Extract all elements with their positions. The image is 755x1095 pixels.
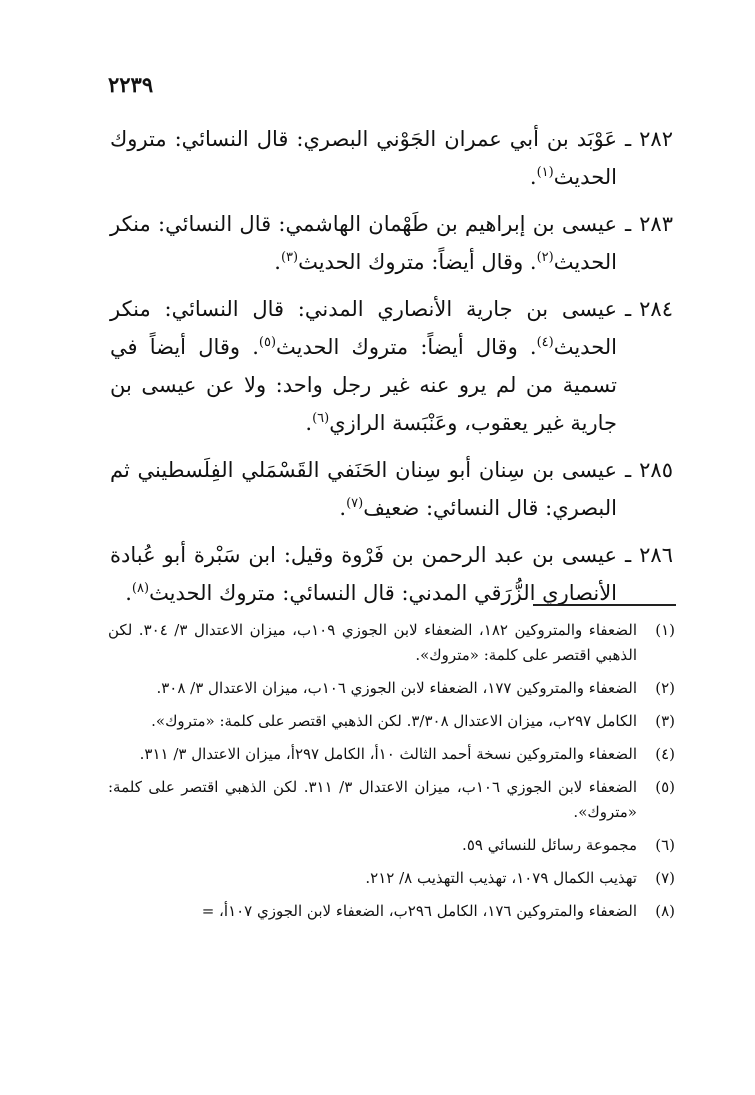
entry-dash: ـ — [625, 127, 632, 151]
entry — [110, 451, 673, 527]
page-number: ٢٢٣٩ — [108, 72, 154, 97]
footnote — [108, 618, 675, 668]
footnote — [108, 866, 675, 891]
entry-dash: ـ — [625, 297, 632, 321]
footnote-number: (٥) — [655, 778, 675, 796]
entry-dash: ـ — [625, 458, 632, 482]
footnote — [108, 742, 675, 767]
entry-text: عيسى بن إبراهيم بن طَهْمان الهاشمي: قال النسائي: منكر الحديث$^{(٢)}$. وقال أيضاً: متروك الحديث$^{(٣)}$. — [110, 212, 617, 274]
entry-text: عيسى بن جارية الأنصاري المدني: قال النسائي: منكر الحديث$^{(٤)}$. وقال أيضاً: متروك الحديث$^{(٥)}$. وقال أيضاً في تسمية من لم يرو عنه غير رجل واحد: ولا عن عيسى بن جارية غير يعقوب، وعَنْبَسة الرازي$^{(٦)}$. — [110, 297, 617, 435]
entry-number: ٢٨٤ — [639, 297, 673, 321]
footnote-number: (٤) — [655, 745, 675, 763]
footnote — [108, 833, 675, 858]
footnote-ref: (١) — [536, 165, 554, 180]
footnote-text: الضعفاء والمتروكين ١٧٦، الكامل ٢٩٦ب، الضعفاء لابن الجوزي ١٠٧أ، = — [201, 902, 637, 920]
footnote-divider — [533, 604, 676, 606]
footnotes-list — [108, 618, 675, 932]
entry — [110, 205, 673, 281]
footnote-text: الضعفاء والمتروكين ١٨٢، الضعفاء لابن الجوزي ١٠٩ب، ميزان الاعتدال ٣/ ٣٠٤. لكن الذهبي اقتصر على كلمة: «متروك». — [108, 621, 637, 664]
footnote-number: (٣) — [655, 712, 675, 730]
entry — [110, 290, 673, 442]
footnote-ref: (٧) — [346, 496, 364, 511]
entry-number: ٢٨٣ — [639, 212, 673, 236]
footnote-text: تهذيب الكمال ١٠٧٩، تهذيب التهذيب ٨/ ٢١٢. — [365, 869, 637, 887]
footnote-ref: (٥) — [258, 335, 277, 350]
entry-number: ٢٨٢ — [639, 127, 673, 151]
footnote-text: الضعفاء والمتروكين نسخة أحمد الثالث ١٠أ، الكامل ٢٩٧أ، ميزان الاعتدال ٣/ ٣١١. — [139, 745, 637, 763]
footnote-text: مجموعة رسائل للنسائي ٥٩. — [462, 836, 637, 854]
entry-text: عيسى بن عبد الرحمن بن فَرْوة وقيل: ابن سَبْرة أبو عُبادة الأنصاري الزُّرَقي المدني: قال النسائي: متروك الحديث$^{(٨)}$. — [110, 543, 617, 605]
footnote-ref: (٦) — [312, 411, 330, 426]
footnote-number: (٦) — [655, 836, 675, 854]
footnote — [108, 899, 675, 924]
footnote-ref: (٢) — [536, 250, 554, 265]
footnote — [108, 775, 675, 825]
footnote-text: الضعفاء لابن الجوزي ١٠٦ب، ميزان الاعتدال ٣/ ٣١١. لكن الذهبي اقتصر على كلمة: «متروك». — [108, 778, 637, 821]
entry-text: عَوْبَد بن أبي عمران الجَوْني البصري: قال النسائي: متروك الحديث$^{(١)}$. — [110, 127, 617, 189]
entry — [110, 120, 673, 196]
footnote-number: (١) — [655, 621, 675, 639]
footnote-number: (٢) — [655, 679, 675, 697]
entry — [110, 536, 673, 612]
entry-dash: ـ — [625, 212, 632, 236]
footnote-ref: (٤) — [536, 335, 554, 350]
entry-dash: ـ — [625, 543, 632, 567]
footnote-text: الضعفاء والمتروكين ١٧٧، الضعفاء لابن الجوزي ١٠٦ب، ميزان الاعتدال ٣/ ٣٠٨. — [156, 679, 637, 697]
entry-number: ٢٨٥ — [639, 458, 673, 482]
entry-number: ٢٨٦ — [639, 543, 673, 567]
entries-list — [110, 120, 673, 621]
footnote-text: الكامل ٢٩٧ب، ميزان الاعتدال ٣/٣٠٨. لكن الذهبي اقتصر على كلمة: «متروك». — [151, 712, 637, 730]
footnote — [108, 709, 675, 734]
footnote-number: (٧) — [655, 869, 675, 887]
entry-text: عيسى بن سِنان أبو سِنان الحَنَفي القَسْمَلي الفِلَسطيني ثم البصري: قال النسائي: ضعيف$^{(٧)}$. — [110, 458, 617, 520]
footnote-ref: (٨) — [131, 581, 150, 596]
footnote — [108, 676, 675, 701]
footnote-ref: (٣) — [280, 250, 299, 265]
footnote-number: (٨) — [655, 902, 675, 920]
